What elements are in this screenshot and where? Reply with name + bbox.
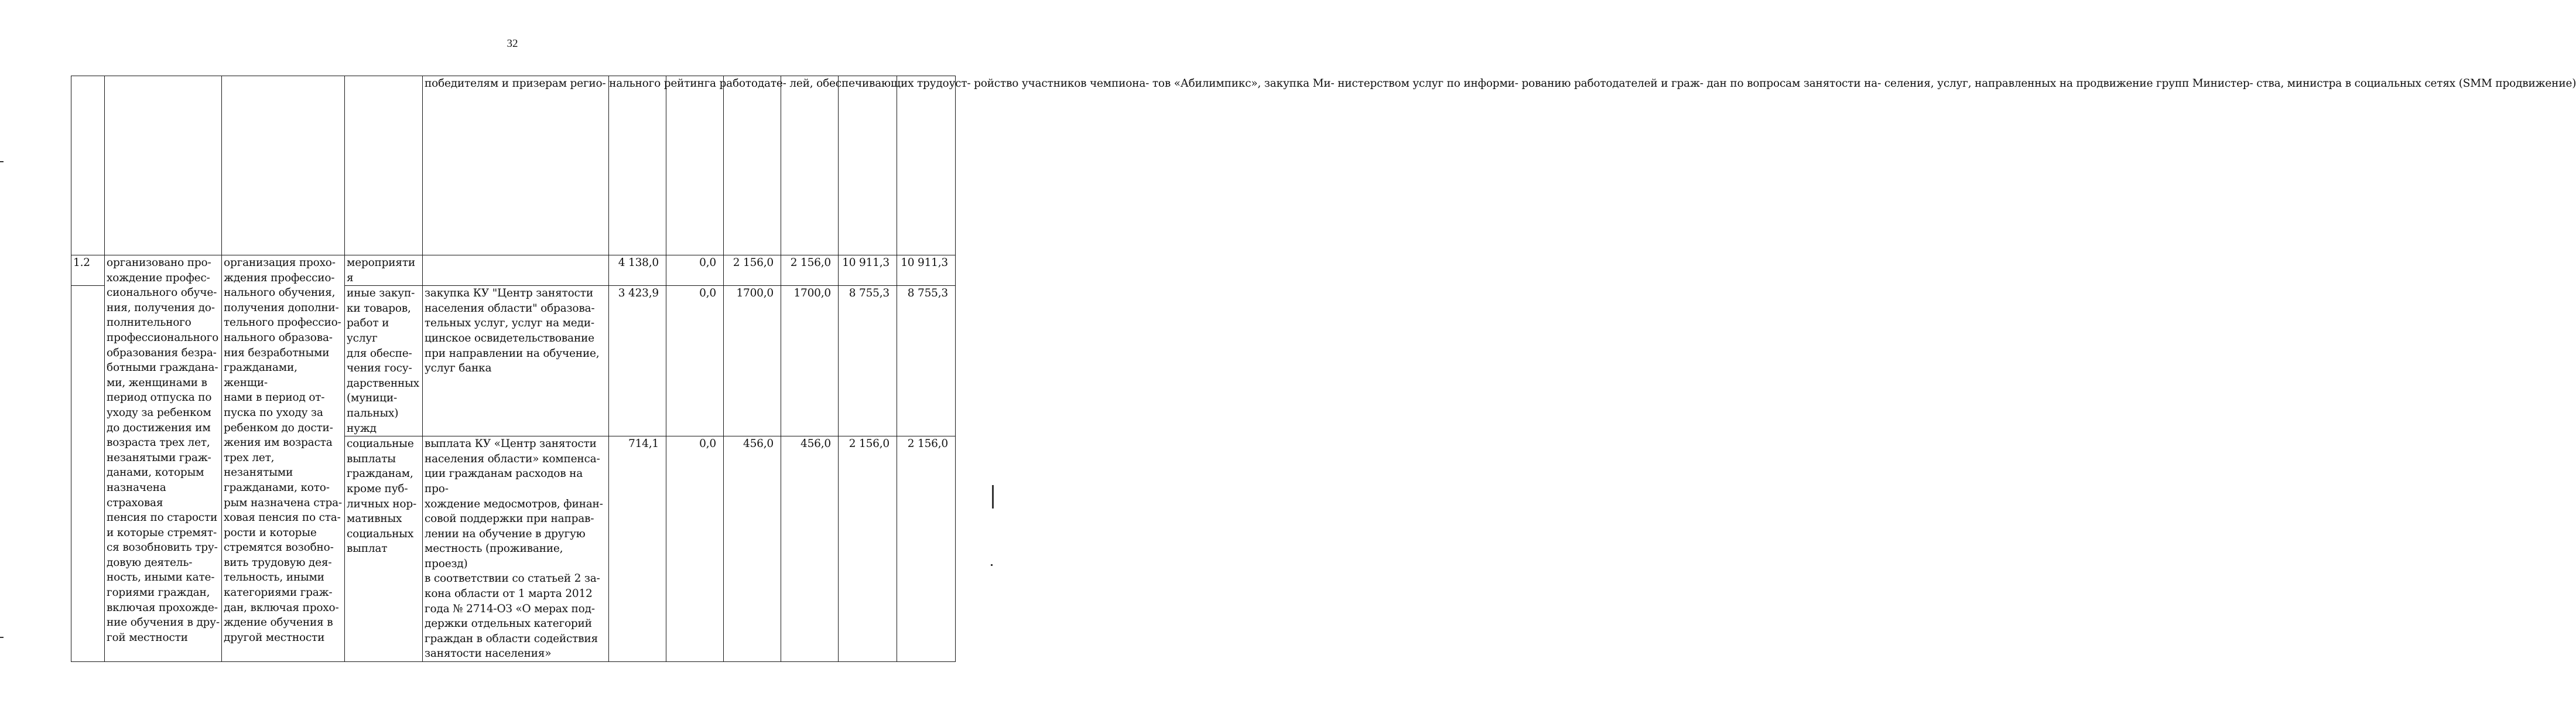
cell-value	[609, 76, 666, 255]
cell-value: 8 755,3	[839, 286, 897, 436]
cell-value	[897, 76, 956, 255]
cell-value: 0,0	[666, 286, 724, 436]
cell-value: 456,0	[781, 436, 839, 662]
cell-value: 3 423,9	[609, 286, 666, 436]
cell-value: 1700,0	[724, 286, 781, 436]
cell-value: 10 911,3	[897, 255, 956, 286]
table-row-1-2-total	[71, 255, 956, 286]
cell-value: 1700,0	[781, 286, 839, 436]
cell-value: 456,0	[724, 436, 781, 662]
cell-value: 2 156,0	[724, 255, 781, 286]
cell-activity: победителям и призерам регио- нального рейтинга работодате- лей, обеспечивающих трудоуст- ройство участников чемпиона- тов «Абилимпикс», закупка Ми- нистерством услуг по информи- рованию работодателей и граж- дан по вопросам занятости на- селения, услуг, направленных на продвижение групп Министер- ства, министра в социальных сетях (SMM продвижение)	[423, 76, 609, 255]
cell-value: 2 156,0	[839, 436, 897, 662]
cell-number	[71, 76, 105, 255]
cell-result	[105, 76, 222, 255]
cell-type	[345, 76, 423, 255]
cell-activity: выплата КУ «Центр занятости населения области» компенса- ции гражданам расходов на про- хождение медосмотров, финан- совой поддержки при направ- лении на обучение в другую местность (проживание, проезд) в соответствии со статьей 2 за- кона области от 1 марта 2012 года № 2714-ОЗ «О мерах под- держки отдельных категорий граждан в области содействия занятости населения»	[423, 436, 609, 662]
cell-value: 8 755,3	[897, 286, 956, 436]
scan-margin-mark	[0, 637, 4, 638]
cell-event	[222, 76, 345, 255]
cell-event: организация прохо- ждения профессио- нального обучения, получения дополни- тельного профессио- нального образова- ния безработными гражданами, женщи- нами в период от- пуска по уходу за ребенком до дости- жения им возраста трех лет, незанятыми гражданами, кото- рым назначена стра- ховая пенсия по ста- рости и которые стремятся возобно- вить трудовую дея- тельность, иными категориями граж- дан, включая прохо- ждение обучения в другой местности	[222, 255, 345, 662]
cell-result: организовано про- хождение профес- сионального обуче- ния, получения до- полнительного профессионального образования безра- ботными граждана- ми, женщинами в период отпуска по уходу за ребенком до достижения им возраста трех лет, незанятыми граж- данами, которым назначена страховая пенсия по старости и которые стремят- ся возобновить тру- довую деятель- ность, иными кате- гориями граждан, включая прохожде- ние обучения в дру- гой местности	[105, 255, 222, 662]
page-number: 32	[507, 37, 518, 50]
cell-type: социальные выплаты гражданам, кроме пуб- личных нор- мативных социальных выплат	[345, 436, 423, 662]
cell-value: 2 156,0	[897, 436, 956, 662]
cell-type: мероприятия	[345, 255, 423, 286]
cell-value	[839, 76, 897, 255]
cell-value: 10 911,3	[839, 255, 897, 286]
cell-value	[781, 76, 839, 255]
cell-value: 0,0	[666, 436, 724, 662]
budget-table	[71, 76, 2576, 662]
cell-value	[724, 76, 781, 255]
table-row-continuation	[71, 76, 956, 255]
cell-value: 4 138,0	[609, 255, 666, 286]
cell-value: 714,1	[609, 436, 666, 662]
cell-value: 2 156,0	[781, 255, 839, 286]
scan-margin-mark	[0, 161, 4, 162]
cell-type: иные закуп- ки товаров, работ и услуг для обеспе- чения госу- дарственных (муници- пальных) нужд	[345, 286, 423, 436]
scan-margin-mark	[991, 564, 993, 566]
cell-number	[71, 286, 105, 662]
cell-number: 1.2	[71, 255, 105, 286]
cell-value: 0,0	[666, 255, 724, 286]
scan-margin-mark	[992, 485, 994, 509]
cell-activity	[423, 255, 609, 286]
cell-value	[666, 76, 724, 255]
cell-activity: закупка КУ "Центр занятости населения области" образова- тельных услуг, услуг на меди- цинское освидетельствование при направлении на обучение, услуг банка	[423, 286, 609, 436]
